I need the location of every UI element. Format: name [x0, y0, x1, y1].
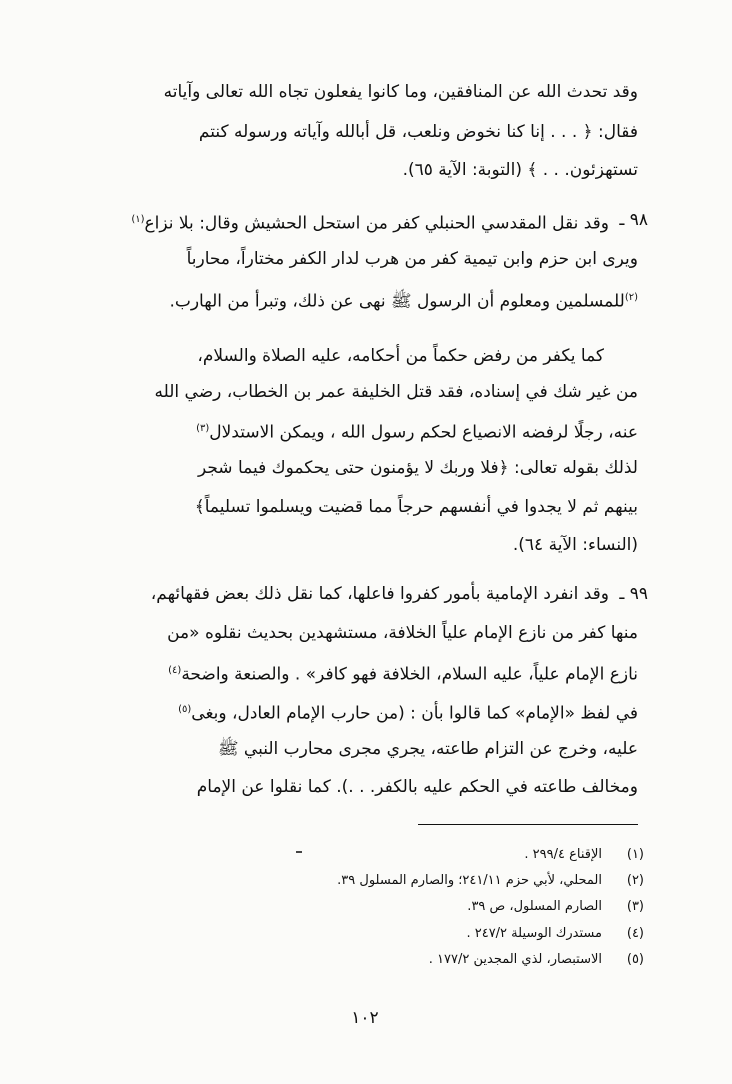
- paragraph-number: ٩٩ ـ: [619, 584, 648, 604]
- footnote-ref: (١): [131, 214, 145, 225]
- body-line: تستهزئون. . . ﴾ (التوبة: الآية ٦٥).: [402, 160, 638, 180]
- footnote-text: الإقناع ٢٩٩/٤ .: [524, 847, 602, 862]
- body-line: ويرى ابن حزم وابن تيمية كفر من هرب لدار الكفر مختاراً، محارباً: [186, 249, 638, 269]
- body-line-text: عنه، رجلًا لرفضه الانصياع لحكم رسول الله ، ويمكن الاستدلال: [209, 422, 638, 443]
- footnote-mark: (٤): [626, 926, 644, 941]
- body-line: عليه، وخرج عن التزام طاعته، يجري مجرى محارب النبي ﷺ: [217, 739, 638, 759]
- footnote-text: الصارم المسلول، ص ٣٩.: [467, 899, 602, 914]
- body-line: [168, 659, 638, 687]
- footnote-mark: (٥): [626, 952, 644, 967]
- footnote-mark: (١): [626, 847, 644, 862]
- body-line-text: وقد نقل المقدسي الحنبلي كفر من استحل الحشيش وقال: بلا نزاع: [144, 213, 609, 234]
- body-line: منها كفر من نازع الإمام علياً الخلافة، مستشهدين بحديث نقلوه «من: [167, 623, 638, 643]
- footnote-ref: (٤): [168, 665, 182, 676]
- body-line: [169, 286, 638, 314]
- footnote-ref: (٣): [196, 423, 210, 434]
- footnote-ref: (٥): [178, 704, 192, 715]
- paragraph-number: ٩٨ ـ: [619, 210, 648, 230]
- footnote-mark: (٢): [626, 873, 644, 888]
- body-line: وقد تحدث الله عن المنافقين، وما كانوا يفعلون تجاه الله تعالى وآياته: [163, 82, 638, 102]
- footnote-mark: (٣): [626, 899, 644, 914]
- footnote-text: الاستبصار، لذي المجدين ١٧٧/٢ .: [428, 952, 602, 967]
- body-line: [196, 417, 638, 445]
- body-line: بينهم ثم لا يجدوا في أنفسهم حرجاً مما قضيت ويسلموا تسليماً﴾: [194, 497, 638, 517]
- body-line-text: نازع الإمام علياً، عليه السلام، الخلافة فهو كافر» . والصنعة واضحة: [181, 664, 638, 685]
- body-line-text: للمسلمين ومعلوم أن الرسول ﷺ نهى عن ذلك، وتبرأ من الهارب.: [169, 291, 625, 312]
- ink-mark: [296, 851, 302, 853]
- footnote-text: مستدرك الوسيلة ٢٤٧/٢ .: [466, 926, 602, 941]
- body-line: من غير شك في إسناده، فقد قتل الخليفة عمر بن الخطاب، رضي الله: [154, 382, 638, 402]
- body-line: لذلك بقوله تعالى: ﴿فلا وربك لا يؤمنون حتى يحكموك فيما شجر: [197, 458, 638, 478]
- body-line: [178, 698, 638, 726]
- footnote-text: المحلي، لأبي حزم ٢٤١/١١؛ والصارم المسلول ٣٩.: [337, 873, 602, 888]
- footnote-divider: [418, 824, 638, 825]
- body-line: [131, 208, 609, 236]
- body-line: فقال: ﴿ . . . إنا كنا نخوض ونلعب، قل أبالله وآياته ورسوله كنتم: [198, 122, 638, 142]
- page-number: ١٠٢: [351, 1008, 379, 1028]
- body-line: وقد انفرد الإمامية بأمور كفروا فاعلها، كما نقل ذلك بعض فقهائهم،: [150, 584, 609, 604]
- body-line-text: في لفظ «الإمام» كما قالوا بأن : (من حارب الإمام العادل، وبغى: [191, 703, 638, 724]
- body-line: ومخالف طاعته في الحكم عليه بالكفر. . .). كما نقلوا عن الإمام: [196, 777, 638, 797]
- body-line: كما يكفر من رفض حكماً من أحكامه، عليه الصلاة والسلام،: [197, 346, 604, 366]
- footnote-ref: (٢): [624, 292, 638, 303]
- body-line: (النساء: الآية ٦٤).: [512, 535, 638, 555]
